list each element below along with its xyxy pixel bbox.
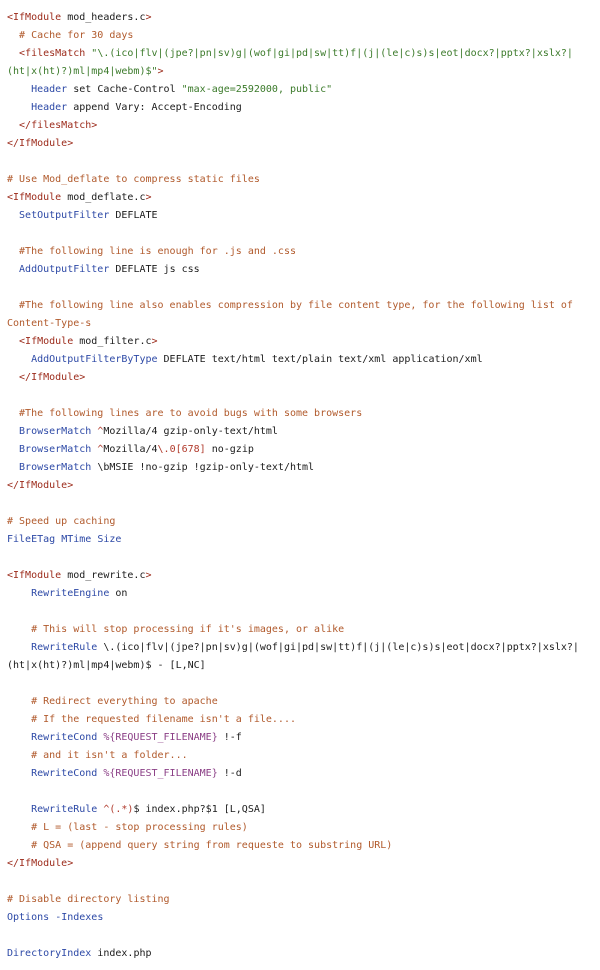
directive-token: RewriteEngine	[7, 588, 110, 599]
comment-token: # L = (last - stop processing rules)	[7, 822, 248, 833]
code-line	[7, 333, 597, 351]
code-line	[7, 207, 597, 225]
directive-token: BrowserMatch	[7, 444, 92, 455]
code-line	[7, 369, 597, 387]
code-line	[7, 621, 597, 639]
code-line	[7, 459, 597, 477]
code-line	[7, 909, 597, 927]
tag-token: <IfModule	[7, 192, 62, 203]
code-line	[7, 243, 597, 261]
comment-token: # QSA = (append query string from requeste to substring URL)	[7, 840, 393, 851]
code-block	[7, 9, 597, 963]
directive-token: RewriteRule	[7, 642, 98, 653]
text-token: Mozilla/4 gzip-only-text/html	[103, 426, 278, 437]
text-token: index.php	[91, 948, 152, 959]
code-line	[7, 531, 597, 549]
code-line	[7, 513, 597, 531]
code-line	[7, 189, 597, 207]
variable-token: %{REQUEST_FILENAME}	[97, 732, 218, 743]
tag-token: <IfModule	[7, 570, 62, 581]
code-line	[7, 783, 597, 801]
directive-token: SetOutputFilter	[7, 210, 110, 221]
comment-token: # Use Mod_deflate to compress static files	[7, 174, 260, 185]
comment-token: #The following line also enables compression by file content type, for the following list of	[7, 300, 573, 311]
text-token: !-f	[217, 732, 242, 743]
code-line	[7, 603, 597, 621]
directive-token: RewriteRule	[7, 804, 98, 815]
text-token: mod_rewrite.c	[61, 570, 146, 581]
code-line	[7, 567, 597, 585]
directive-token: -Indexes	[55, 912, 104, 923]
text-token: mod_filter.c	[73, 336, 152, 347]
code-line	[7, 423, 597, 441]
tag-token: <IfModule	[7, 12, 62, 23]
text-token: on	[109, 588, 128, 599]
code-line	[7, 495, 597, 513]
code-line	[7, 261, 597, 279]
code-line	[7, 297, 597, 315]
regex-token: \.0[678]	[157, 444, 206, 455]
comment-token: # Redirect everything to apache	[7, 696, 218, 707]
code-line	[7, 315, 597, 333]
code-line	[7, 81, 597, 99]
variable-token: %{REQUEST_FILENAME}	[97, 768, 218, 779]
text-token: DEFLATE js css	[109, 264, 200, 275]
code-line	[7, 135, 597, 153]
directive-token: BrowserMatch	[7, 462, 92, 473]
code-line	[7, 387, 597, 405]
text-token: mod_headers.c	[61, 12, 146, 23]
code-line	[7, 729, 597, 747]
code-line	[7, 27, 597, 45]
tag-token: >	[151, 336, 158, 347]
directive-token: Header	[7, 102, 68, 113]
code-line	[7, 9, 597, 27]
comment-token: # Cache for 30 days	[7, 30, 134, 41]
directive-token: RewriteCond	[7, 732, 98, 743]
code-line	[7, 837, 597, 855]
code-line	[7, 351, 597, 369]
code-line	[7, 747, 597, 765]
comment-token: # Speed up caching	[7, 516, 116, 527]
tag-token: >	[145, 192, 152, 203]
tag-token: </IfModule>	[7, 138, 74, 149]
tag-token: </IfModule>	[7, 858, 74, 869]
tag-token: </filesMatch>	[7, 120, 98, 131]
text-token: set Cache-Control	[67, 84, 182, 95]
code-line	[7, 549, 597, 567]
code-line	[7, 819, 597, 837]
tag-token: <filesMatch	[7, 48, 86, 59]
code-line	[7, 945, 597, 963]
directive-token: DirectoryIndex	[7, 948, 92, 959]
text-token: DEFLATE	[109, 210, 158, 221]
code-line	[7, 873, 597, 891]
code-line	[7, 171, 597, 189]
text-token: DEFLATE text/html text/plain text/xml application/xml	[157, 354, 483, 365]
code-line	[7, 63, 597, 81]
code-line	[7, 639, 597, 657]
code-line	[7, 891, 597, 909]
code-line	[7, 477, 597, 495]
comment-token: # Disable directory listing	[7, 894, 170, 905]
code-line	[7, 117, 597, 135]
comment-token: #The following lines are to avoid bugs with some browsers	[7, 408, 363, 419]
directive-token: BrowserMatch	[7, 426, 92, 437]
tag-token: </IfModule>	[7, 480, 74, 491]
text-token: no-gzip	[205, 444, 254, 455]
code-line	[7, 765, 597, 783]
directive-token: FileETag	[7, 534, 56, 545]
text-token: mod_deflate.c	[61, 192, 146, 203]
code-line	[7, 855, 597, 873]
directive-token: MTime Size	[61, 534, 122, 545]
code-line	[7, 585, 597, 603]
code-line	[7, 801, 597, 819]
regex-token: ^	[91, 444, 104, 455]
tag-token: <IfModule	[7, 336, 74, 347]
string-token: "max-age=2592000, public"	[181, 84, 333, 95]
code-line	[7, 657, 597, 675]
directive-token: Header	[7, 84, 68, 95]
text-token: (ht|x(ht)?)ml|mp4|webm)$ - [L,NC]	[7, 660, 206, 671]
text-token: $ index.php?$1 [L,QSA]	[133, 804, 266, 815]
code-line	[7, 279, 597, 297]
text-token: !-d	[217, 768, 242, 779]
code-line	[7, 693, 597, 711]
comment-token: Content-Type-s	[7, 318, 92, 329]
text-token: Mozilla/4	[103, 444, 158, 455]
regex-token: ^	[91, 426, 104, 437]
tag-token: >	[157, 66, 164, 77]
comment-token: # and it isn't a folder...	[7, 750, 188, 761]
string-token: "\.(ico|flv|(jpe?|pn|sv)g|(wof|gi|pd|sw|tt)f|(j|(le|c)s)s|eot|docx?|pptx?|xslx?|	[85, 48, 573, 59]
tag-token: >	[145, 570, 152, 581]
tag-token: >	[145, 12, 152, 23]
comment-token: #The following line is enough for .js and .css	[7, 246, 296, 257]
code-line	[7, 99, 597, 117]
text-token: \bMSIE !no-gzip !gzip-only-text/html	[91, 462, 315, 473]
code-line	[7, 711, 597, 729]
regex-token: ^(.*)	[97, 804, 134, 815]
code-line	[7, 405, 597, 423]
directive-token: AddOutputFilterByType	[7, 354, 158, 365]
code-line	[7, 153, 597, 171]
code-line	[7, 225, 597, 243]
text-token: append Vary: Accept-Encoding	[67, 102, 242, 113]
comment-token: # If the requested filename isn't a file....	[7, 714, 296, 725]
code-line	[7, 45, 597, 63]
string-token: (ht|x(ht)?)ml|mp4|webm)$"	[7, 66, 158, 77]
code-line	[7, 675, 597, 693]
text-token: \.(ico|flv|(jpe?|pn|sv)g|(wof|gi|pd|sw|tt)f|(j|(le|c)s)s|eot|docx?|pptx?|xslx?|	[97, 642, 579, 653]
code-line	[7, 441, 597, 459]
comment-token: # This will stop processing if it's images, or alike	[7, 624, 345, 635]
code-line	[7, 927, 597, 945]
directive-token: RewriteCond	[7, 768, 98, 779]
tag-token: </IfModule>	[7, 372, 86, 383]
directive-token: Options	[7, 912, 50, 923]
directive-token: AddOutputFilter	[7, 264, 110, 275]
